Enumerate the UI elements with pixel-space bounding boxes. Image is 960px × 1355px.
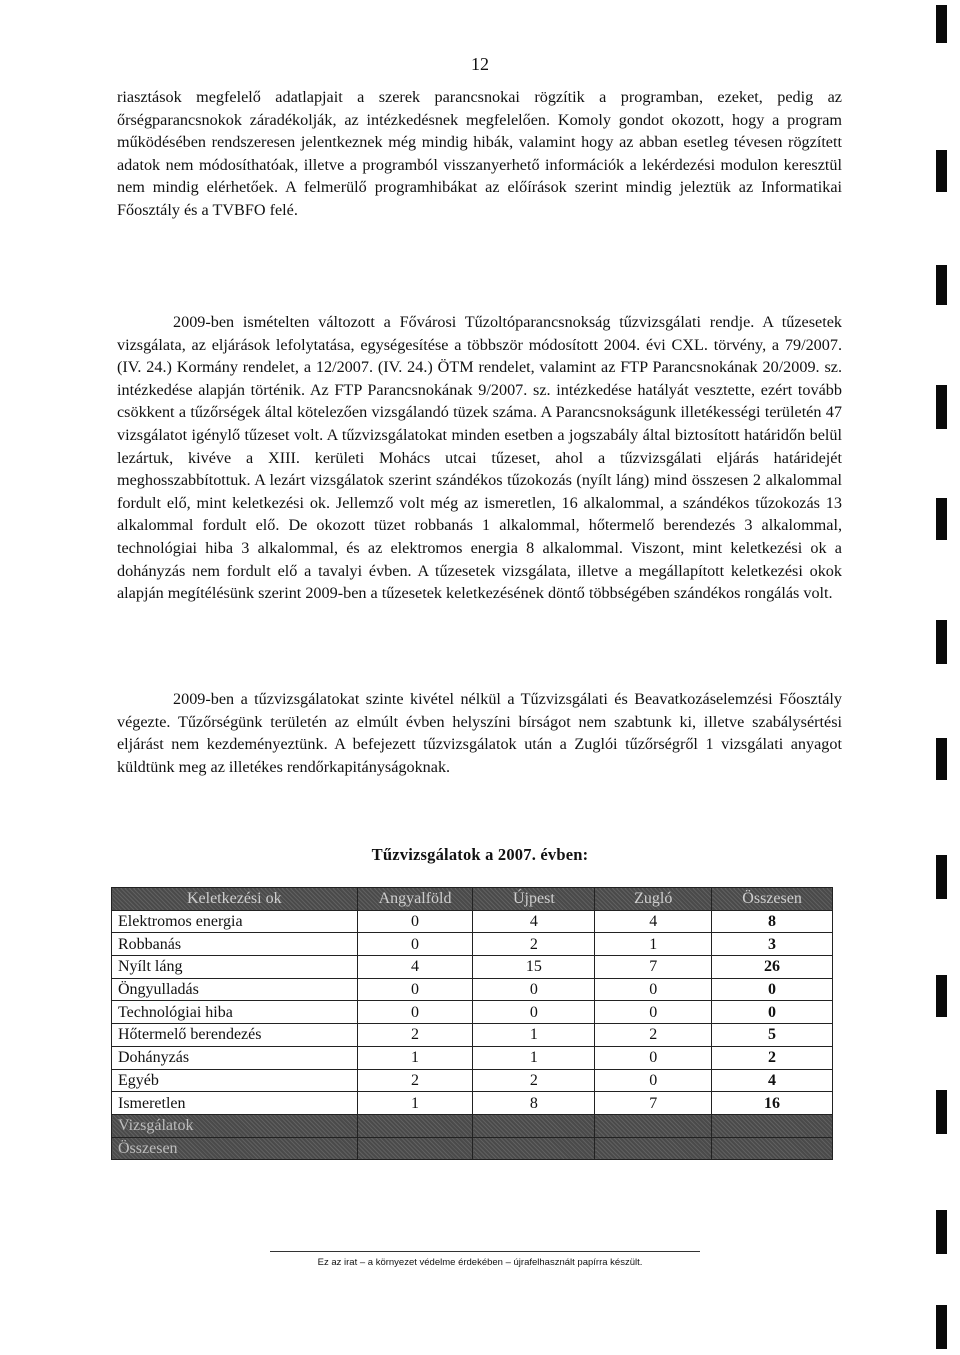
table-summary-row — [112, 1114, 833, 1137]
summary-value-cell — [473, 1114, 595, 1137]
binding-mark — [936, 620, 947, 664]
value-cell: 1 — [473, 1024, 595, 1047]
value-cell: 0 — [595, 1046, 712, 1069]
table-row — [112, 1069, 833, 1092]
table-row — [112, 933, 833, 956]
table-summary-row — [112, 1137, 833, 1160]
binding-mark — [936, 1090, 947, 1134]
value-cell: 7 — [595, 956, 712, 979]
total-cell: 26 — [712, 956, 833, 979]
value-cell: 1 — [595, 933, 712, 956]
table-header-row — [112, 888, 833, 911]
value-cell: 0 — [473, 978, 595, 1001]
cause-cell: Robbanás — [112, 933, 358, 956]
binding-mark — [936, 498, 947, 540]
binding-mark — [936, 975, 947, 1017]
total-cell: 4 — [712, 1069, 833, 1092]
value-cell: 0 — [595, 1001, 712, 1024]
table-row — [112, 1024, 833, 1047]
table-row — [112, 1046, 833, 1069]
page-number: 12 — [471, 54, 489, 74]
table-row — [112, 910, 833, 933]
value-cell: 2 — [595, 1024, 712, 1047]
cause-cell: Dohányzás — [112, 1046, 358, 1069]
binding-mark — [936, 150, 947, 192]
summary-value-cell — [595, 1137, 712, 1160]
binding-mark — [936, 5, 947, 43]
binding-mark — [936, 265, 947, 305]
value-cell: 0 — [473, 1001, 595, 1024]
total-cell: 5 — [712, 1024, 833, 1047]
binding-mark — [936, 1305, 947, 1349]
total-cell: 0 — [712, 1001, 833, 1024]
paragraph-2: 2009-ben ismételten változott a Fővárosi Tűzoltóparancsnokság tűzvizsgálati rendje. A tűzesetek vizsgálata, az eljárások lefolytatása, egységesítése a többször módosított 2004. évi CXL. törvény, a 79/2007. (IV. 24.) Kormány rendelet, a 12/2007. (IV. 24.) ÖTM rendelet, valamint az FTP Parancsnokának 20/2009. sz. intézkedése alapján történik. Az FTP Parancsnokának 9/2007. sz. intézkedése hatályát vesztette, ezért tovább csökkent a tűzőrségek által kötelezően vizsgálandó tüzek száma. A Parancsnokságunk illetékességi területén 47 vizsgálatot igénylő tűzeset volt. A tűzvizsgálatokat minden esetben a jogszabály által biztosított határidőn belül lezártuk, kivéve a XIII. kerületi Mohács utcai tűzeset, ahol a tűzvizsgálati eljárás határidejét meghosszabbítottuk. A lezárt vizsgálatok szerint szándékos tűzokozás (nyílt láng) mind összesen 2 alkalommal fordult elő, mint keletkezési ok. Jellemző volt még az ismeretlen, 16 alkalommal, a szándékos tűzokozás 13 alkalommal fordult elő. De okozott tüzet robbanás 1 alkalommal, hőtermelő berendezés 3 alkalommal, technológiai hiba 3 alkalommal, és az elektromos energia 8 alkalommal. Viszont, mint keletkezési ok a dohányzás nem fordult elő a tavalyi évben. A tűzesetek vizsgálata, illetve a megállapított keletkezési okok alapján megítélésünk szerint 2009-ben a tűzesetek keletkezésének döntő többségében szándékos rongálás volt. — [117, 313, 842, 603]
header-cause: Keletkezési ok — [112, 888, 358, 911]
header-ujpest: Újpest — [473, 888, 595, 911]
footer-divider — [270, 1251, 700, 1252]
total-cell: 16 — [712, 1092, 833, 1115]
value-cell: 0 — [357, 910, 473, 933]
header-zuglo: Zugló — [595, 888, 712, 911]
value-cell: 4 — [357, 956, 473, 979]
value-cell: 0 — [357, 978, 473, 1001]
binding-mark — [936, 385, 947, 429]
total-cell: 0 — [712, 978, 833, 1001]
value-cell: 2 — [473, 933, 595, 956]
summary-value-cell — [712, 1137, 833, 1160]
summary-value-cell — [473, 1137, 595, 1160]
binding-mark — [936, 1210, 947, 1254]
summary-label-cell: Vizsgálatok — [112, 1114, 358, 1137]
paragraph-1: riasztások megfelelő adatlapjait a szerek parancsnokai rögzítik a programban, ezeket, pedig az őrségparancsnokok záradékolják, az intézkedésnek megfelelően. Komoly gondot okozott, hogy a program működésében rendszeresen jelentkeznek még mindig hibák, valamint hogy az abban esetleg tévesen rögzített adatok nem módosíthatóak, illetve a programból visszanyerhető információk a lekérdezési modulon keresztül nem mindig elérhetőek. A felmerülő programhibákat az előírások szerint mindig jeleztük az Informatikai Főosztály és a TVBFO felé. — [117, 88, 842, 219]
value-cell: 15 — [473, 956, 595, 979]
summary-value-cell — [357, 1114, 473, 1137]
summary-value-cell — [357, 1137, 473, 1160]
header-angyalfold: Angyalföld — [357, 888, 473, 911]
fire-investigation-table — [111, 887, 833, 1160]
value-cell: 7 — [595, 1092, 712, 1115]
value-cell: 2 — [357, 1069, 473, 1092]
summary-value-cell — [712, 1114, 833, 1137]
cause-cell: Öngyulladás — [112, 978, 358, 1001]
cause-cell: Egyéb — [112, 1069, 358, 1092]
table-row — [112, 956, 833, 979]
cause-cell: Ismeretlen — [112, 1092, 358, 1115]
total-cell: 2 — [712, 1046, 833, 1069]
cause-cell: Nyílt láng — [112, 956, 358, 979]
value-cell: 1 — [357, 1046, 473, 1069]
value-cell: 2 — [473, 1069, 595, 1092]
table-row — [112, 1092, 833, 1115]
value-cell: 1 — [357, 1092, 473, 1115]
binding-mark — [936, 855, 947, 899]
value-cell: 8 — [473, 1092, 595, 1115]
value-cell: 0 — [595, 978, 712, 1001]
cause-cell: Technológiai hiba — [112, 1001, 358, 1024]
value-cell: 1 — [473, 1046, 595, 1069]
value-cell: 0 — [357, 1001, 473, 1024]
value-cell: 4 — [595, 910, 712, 933]
total-cell: 3 — [712, 933, 833, 956]
value-cell: 4 — [473, 910, 595, 933]
header-total: Összesen — [712, 888, 833, 911]
table-row — [112, 1001, 833, 1024]
paragraph-3: 2009-ben a tűzvizsgálatokat szinte kivétel nélkül a Tűzvizsgálati és Beavatkozáselemzési Főosztály végezte. Tűzőrségünk területén az elmúlt évben helyszíni bírságot nem szabtunk ki, illetve szabálysértési eljárást nem kezdeményeztünk. A befejezett tűzvizsgálatok után a Zuglói tűzőrségről 1 vizsgálati anyagot küldtünk meg az illetékes rendőrkapitányságoknak. — [117, 690, 842, 776]
binding-mark — [936, 738, 947, 780]
table-title: Tűzvizsgálatok a 2007. évben: — [371, 845, 589, 864]
summary-label-cell: Összesen — [112, 1137, 358, 1160]
footer-note: Ez az irat – a környezet védelme érdekében – újrafelhasznált papírra készült. — [317, 1257, 643, 1268]
value-cell: 0 — [595, 1069, 712, 1092]
value-cell: 0 — [357, 933, 473, 956]
summary-value-cell — [595, 1114, 712, 1137]
total-cell: 8 — [712, 910, 833, 933]
value-cell: 2 — [357, 1024, 473, 1047]
cause-cell: Elektromos energia — [112, 910, 358, 933]
cause-cell: Hőtermelő berendezés — [112, 1024, 358, 1047]
table-row — [112, 978, 833, 1001]
